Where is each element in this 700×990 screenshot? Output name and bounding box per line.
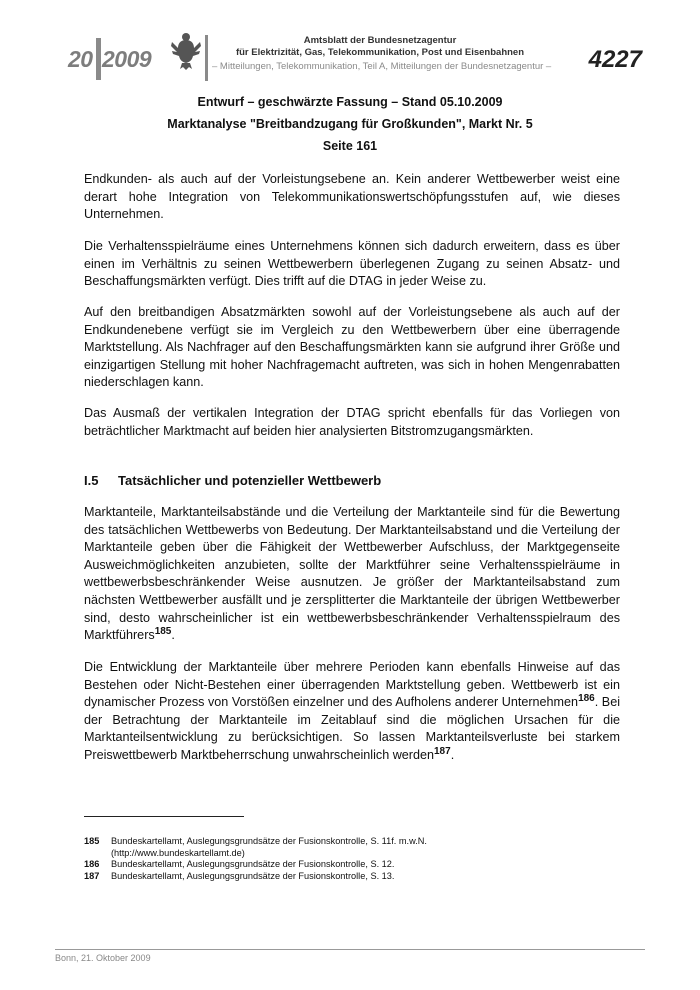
footnote-ref-185[interactable]: 185 xyxy=(154,626,172,638)
footnote-link[interactable]: (http://www.bundeskartellamt.de) xyxy=(111,847,245,858)
footnote-number: 187 xyxy=(84,870,100,881)
issue-no: 20 xyxy=(68,46,93,72)
footnote-separator xyxy=(84,816,244,817)
gazette-title: Amtsblatt der Bundesnetzagentur xyxy=(303,35,457,46)
footer-date: Bonn, 21. Oktober 2009 xyxy=(55,953,151,963)
gazette-section: – Mitteilungen, Telekommunikation, Teil A, Mitteilungen der Bundesnetzagentur – xyxy=(212,61,552,72)
paragraph-6-end: . xyxy=(450,747,455,762)
footnote-text-line1: Bundeskartellamt, Auslegungsgrundsätze der Fusionskontrolle, S. 11f. m.w.N. xyxy=(111,836,427,846)
footnote-text xyxy=(111,836,427,859)
footnote-185 xyxy=(84,836,624,859)
footnote-187 xyxy=(84,871,624,883)
paragraph-6-text-a: Die Entwicklung der Marktanteile über mehrere Perioden kann ebenfalls Hinweise auf das Bestehen oder Nicht-Bestehen einer überragenden Marktstellung geben. Wettbewerb ist ein dynamischer Prozess von Vorstößen einzelner und des Aufholens anderer Unternehmen xyxy=(84,660,620,710)
paragraph-1: Endkunden- als auch auf der Vorleistungsebene an. Kein anderer Wettbewerber weist eine derart hohe Integration von Telekommunikationswertschöpfungsstufen auf, wie dieses Unternehmen. xyxy=(84,172,620,222)
page-number: 4227 xyxy=(588,46,642,73)
footnote-number: 186 xyxy=(84,859,100,869)
paragraph-6-text-b: . Bei der Betrachtung der Marktanteile im Zeitablauf sind die möglichen Ursachen für die Marktanteilsentwicklung zu berücksichtigen. So lassen Marktanteilsverluste bei starkem Preiswettbewerb Marktbeherrschung unwahrscheinlich werden xyxy=(84,695,621,762)
gazette-subtitle: für Elektrizität, Gas, Telekommunikation, Post und Eisenbahnen xyxy=(235,47,525,58)
federal-eagle-icon xyxy=(168,30,204,70)
footnote-ref-186[interactable]: 186 xyxy=(578,693,595,705)
footnote-ref-187[interactable]: 187 xyxy=(434,745,451,757)
footnote-number: 185 xyxy=(84,836,100,846)
issue-number xyxy=(68,46,152,73)
section-number: I.5 xyxy=(84,473,99,488)
analysis-title: Marktanalyse "Breitbandzugang für Großkunden", Markt Nr. 5 xyxy=(167,117,533,131)
footnote-text: Bundeskartellamt, Auslegungsgrundsätze der Fusionskontrolle, S. 12. xyxy=(111,859,395,869)
footnotes xyxy=(84,836,624,882)
paragraph-5-end: . xyxy=(171,628,175,643)
header-divider xyxy=(96,38,101,80)
paragraph-3: Auf den breitbandigen Absatzmärkten sowohl auf der Vorleistungsebene als auch auf der Endkundenebene verfügt sie im Vergleich zu den Wettbewerbern über eine überragende Marktstellung. Als Nachfrager auf den Beschaffungsmärkten kann sie aufgrund ihrer Größe und einzigartigen Stellung mit hoher Nachfragemacht auftreten, was sich in hohen Mengenrabatten niederschlagen kann. xyxy=(84,305,620,390)
draft-status: Entwurf – geschwärzte Fassung – Stand 05.10.2009 xyxy=(197,95,503,109)
footer-rule xyxy=(55,949,645,950)
section-heading xyxy=(84,473,381,488)
footnote-text: Bundeskartellamt, Auslegungsgrundsätze der Fusionskontrolle, S. 13. xyxy=(111,870,395,881)
footnote-186 xyxy=(84,859,624,871)
paragraph-6 xyxy=(84,659,620,765)
paragraph-2: Die Verhaltensspielräume eines Unternehmens können sich dadurch erweitern, dass es über einen im Verhältnis zu seinen Wettbewerbern überlegenen Zugang zu seinen Absatz- und Beschaffungsmärkten verfügt. Dies trifft auf die DTAG in jeder Weise zu. xyxy=(84,239,620,289)
issue-year: 2009 xyxy=(102,46,152,72)
paragraph-5 xyxy=(84,504,620,645)
section-title: Tatsächlicher und potenzieller Wettbewerb xyxy=(118,473,382,488)
paragraph-5-text: Marktanteile, Marktanteilsabstände und die Verteilung der Marktanteile sind für die Bewertung des tatsächlichen Wettbewerbs von Bedeutung. Der Marktanteilsabstand und die Verteilung der Marktanteile geben über die Fähigkeit der Wettbewerber Aufschluss, der Marktgegenseite Ausweichmöglichkeiten anzubieten, sollte der Marktführer seine Verhaltensspielräume in wettbewerbsbeschränkender Weise ausnutzen. Je größer der Marktanteilsabstand zum nächsten Wettbewerber ausfällt und je zersplitterter die Marktanteile der übrigen Wettbewerber sind, desto wahrscheinlicher ist ein wettbewerbsbeschränkender Verhaltensspielraum des Marktführers xyxy=(84,505,620,643)
document-page: Seite 161 xyxy=(322,139,378,153)
paragraph-4: Das Ausmaß der vertikalen Integration der DTAG spricht ebenfalls für das Vorliegen von beträchtlicher Marktmacht auf beiden hier analysierten Bitstromzugangsmärkten. xyxy=(84,406,620,438)
header-divider-2 xyxy=(205,35,208,81)
